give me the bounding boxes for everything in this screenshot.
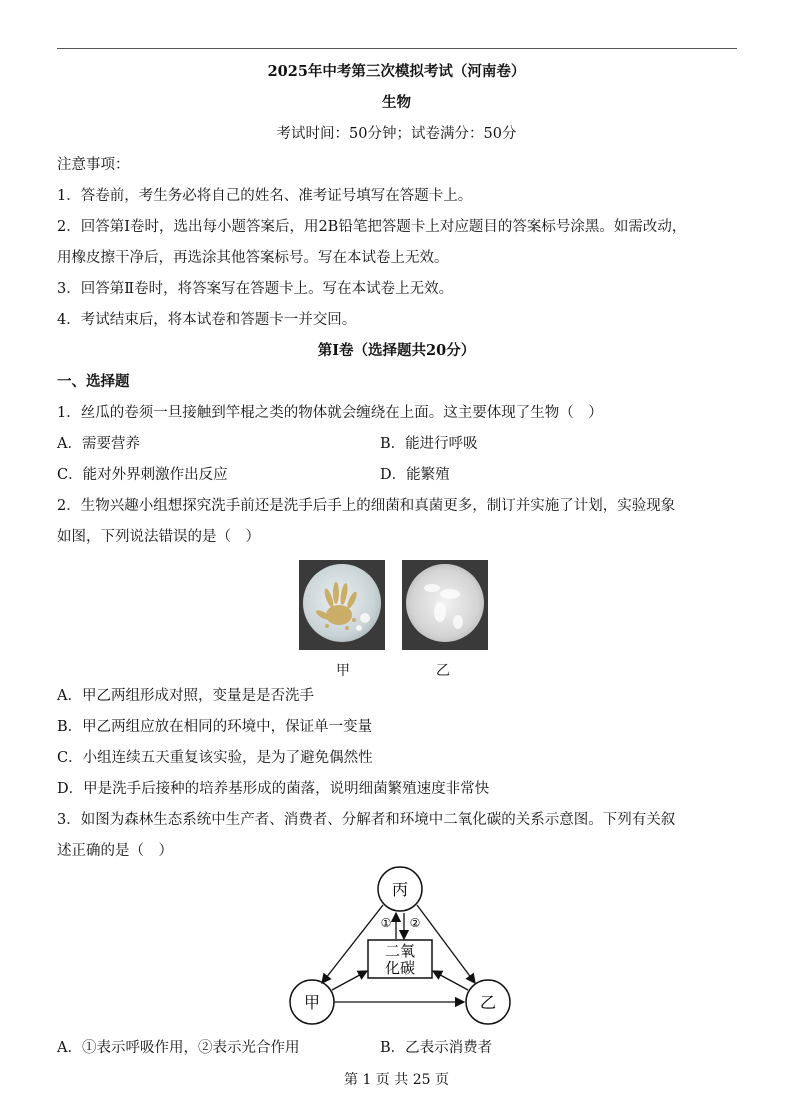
mark-2: ② — [409, 916, 421, 930]
section-title: 第Ⅰ卷（选择题共20分） — [317, 342, 476, 359]
arrow-jia-to-co2 — [332, 971, 367, 990]
question-3-stem-cont: 述正确的是（ ） — [57, 843, 173, 859]
dish-label-yi: 乙 — [436, 663, 450, 679]
header-rule — [57, 48, 737, 49]
subject-title: 生物 — [382, 94, 411, 111]
q3-option-b: B．乙表示消费者 — [380, 1040, 493, 1056]
q1-option-b: B．能进行呼吸 — [380, 436, 478, 452]
note-item: 2．回答第Ⅰ卷时，选出每小题答案后，用2B铅笔把答题卡上对应题目的答案标号涂黑。如需改动， — [57, 219, 687, 235]
q2-option-b: B．甲乙两组应放在相同的环境中，保证单一变量 — [57, 719, 373, 735]
mark-1: ① — [380, 916, 392, 930]
q3-option-a: A．①表示呼吸作用，②表示光合作用 — [57, 1040, 300, 1056]
co2-label-line2: 化碳 — [384, 959, 416, 977]
q1-option-a: A．需要营养 — [57, 436, 140, 452]
petri-dish-jia-image — [299, 560, 385, 650]
arrow-yi-to-co2 — [433, 971, 468, 990]
question-1-stem: 1．丝瓜的卷须一旦接触到竿棍之类的物体就会缠绕在上面。这主要体现了生物（ ） — [57, 405, 603, 421]
exam-title: 2025年中考第三次模拟考试（河南卷） — [267, 63, 526, 80]
node-label-yi: 乙 — [479, 993, 497, 1012]
notes-heading: 注意事项： — [57, 157, 130, 173]
exam-info: 考试时间：50分钟；试卷满分：50分 — [276, 126, 517, 142]
section-subtitle: 一、选择题 — [57, 373, 130, 390]
note-item: 3．回答第Ⅱ卷时，将答案写在答题卡上。写在本试卷上无效。 — [57, 281, 454, 297]
question-3-stem: 3．如图为森林生态系统中生产者、消费者、分解者和环境中二氧化碳的关系示意图。下列有关叙 — [57, 812, 676, 828]
node-label-bing: 丙 — [391, 880, 409, 899]
node-label-jia: 甲 — [303, 993, 321, 1012]
q2-option-a: A．甲乙两组形成对照，变量是是否洗手 — [57, 688, 314, 704]
co2-label-line1: 二氧 — [384, 942, 416, 960]
question-2-stem: 2．生物兴趣小组想探究洗手前还是洗手后手上的细菌和真菌更多，制订并实施了计划，实验现象 — [57, 498, 676, 514]
page-footer: 第 1 页 共 25 页 — [344, 1072, 449, 1088]
dish-label-jia: 甲 — [336, 663, 350, 679]
note-item: 1．答卷前，考生务必将自己的姓名、准考证号填写在答题卡上。 — [57, 188, 473, 204]
q2-option-d: D．甲是洗手后接种的培养基形成的菌落，说明细菌繁殖速度非常快 — [57, 781, 490, 797]
note-item: 4．考试结束后，将本试卷和答题卡一并交回。 — [57, 312, 357, 328]
note-item: 用橡皮擦干净后，再选涂其他答案标号。写在本试卷上无效。 — [57, 250, 449, 266]
q1-option-d: D．能繁殖 — [380, 467, 450, 483]
q2-option-c: C．小组连续五天重复该实验，是为了避免偶然性 — [57, 750, 373, 766]
petri-dish-yi-image — [402, 560, 488, 650]
question-2-stem-cont: 如图，下列说法错误的是（ ） — [57, 529, 260, 545]
q1-option-c: C．能对外界刺激作出反应 — [57, 467, 228, 483]
carbon-cycle-diagram — [270, 865, 530, 1035]
